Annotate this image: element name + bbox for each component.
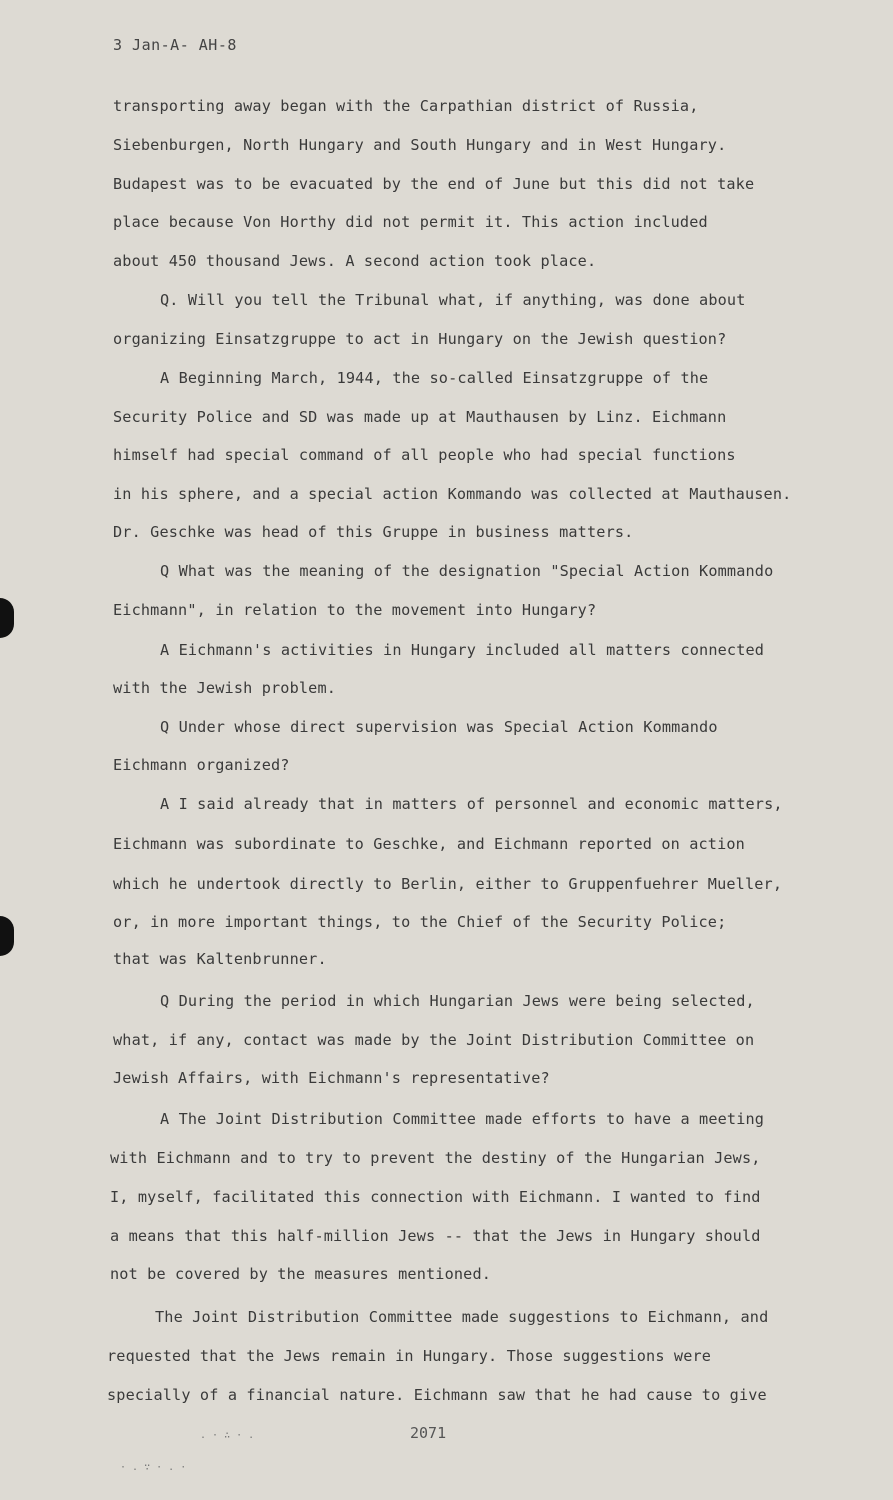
- text-line: A The Joint Distribution Committee made efforts to have a meeting: [160, 1110, 765, 1128]
- text-line: with the Jewish problem.: [113, 679, 337, 697]
- text-line: place because Von Horthy did not permit it. This action included: [113, 213, 708, 231]
- text-line: Budapest was to be evacuated by the end of June but this did not take: [113, 175, 755, 193]
- text-line: Siebenburgen, North Hungary and South Hungary and in West Hungary.: [113, 136, 727, 154]
- text-line: himself had special command of all people who had special functions: [113, 446, 736, 464]
- text-line: A Beginning March, 1944, the so-called Einsatzgruppe of the: [160, 369, 709, 387]
- text-line: which he undertook directly to Berlin, either to Gruppenfuehrer Mueller,: [113, 875, 783, 893]
- text-line: A Eichmann's activities in Hungary included all matters connected: [160, 641, 765, 659]
- text-line: Security Police and SD was made up at Mauthausen by Linz. Eichmann: [113, 408, 727, 426]
- page-reference: 3 Jan-A- AH-8: [113, 36, 237, 54]
- text-line: that was Kaltenbrunner.: [113, 950, 327, 968]
- text-line: about 450 thousand Jews. A second action took place.: [113, 252, 597, 270]
- binder-hole: [0, 598, 14, 638]
- text-line: Eichmann organized?: [113, 756, 290, 774]
- page-number: 2071: [410, 1424, 447, 1442]
- text-line: Q What was the meaning of the designation "Special Action Kommando: [160, 562, 774, 580]
- text-line: The Joint Distribution Committee made suggestions to Eichmann, and: [155, 1308, 769, 1326]
- text-line: with Eichmann and to try to prevent the destiny of the Hungarian Jews,: [110, 1149, 761, 1167]
- text-line: transporting away began with the Carpathian district of Russia,: [113, 97, 699, 115]
- binder-hole: [0, 916, 14, 956]
- text-line: or, in more important things, to the Chief of the Security Police;: [113, 913, 727, 931]
- text-line: specially of a financial nature. Eichmann saw that he had cause to give: [107, 1386, 767, 1404]
- text-line: Q During the period in which Hungarian Jews were being selected,: [160, 992, 755, 1010]
- text-line: Q Under whose direct supervision was Special Action Kommando: [160, 718, 718, 736]
- smudge-mark: · . ∵ · . ·: [120, 1462, 187, 1473]
- text-line: a means that this half-million Jews -- that the Jews in Hungary should: [110, 1227, 761, 1245]
- smudge-mark: . · ∴ · .: [200, 1430, 255, 1441]
- text-line: requested that the Jews remain in Hungary. Those suggestions were: [107, 1347, 712, 1365]
- text-line: Eichmann was subordinate to Geschke, and Eichmann reported on action: [113, 835, 745, 853]
- text-line: in his sphere, and a special action Kommando was collected at Mauthausen.: [113, 485, 792, 503]
- text-line: organizing Einsatzgruppe to act in Hungary on the Jewish question?: [113, 330, 727, 348]
- text-line: A I said already that in matters of personnel and economic matters,: [160, 795, 783, 813]
- text-line: Q. Will you tell the Tribunal what, if anything, was done about: [160, 291, 746, 309]
- text-line: what, if any, contact was made by the Joint Distribution Committee on: [113, 1031, 755, 1049]
- text-line: Dr. Geschke was head of this Gruppe in business matters.: [113, 523, 634, 541]
- text-line: Jewish Affairs, with Eichmann's representative?: [113, 1069, 550, 1087]
- text-line: Eichmann", in relation to the movement into Hungary?: [113, 601, 597, 619]
- text-line: not be covered by the measures mentioned.: [110, 1265, 492, 1283]
- text-line: I, myself, facilitated this connection with Eichmann. I wanted to find: [110, 1188, 761, 1206]
